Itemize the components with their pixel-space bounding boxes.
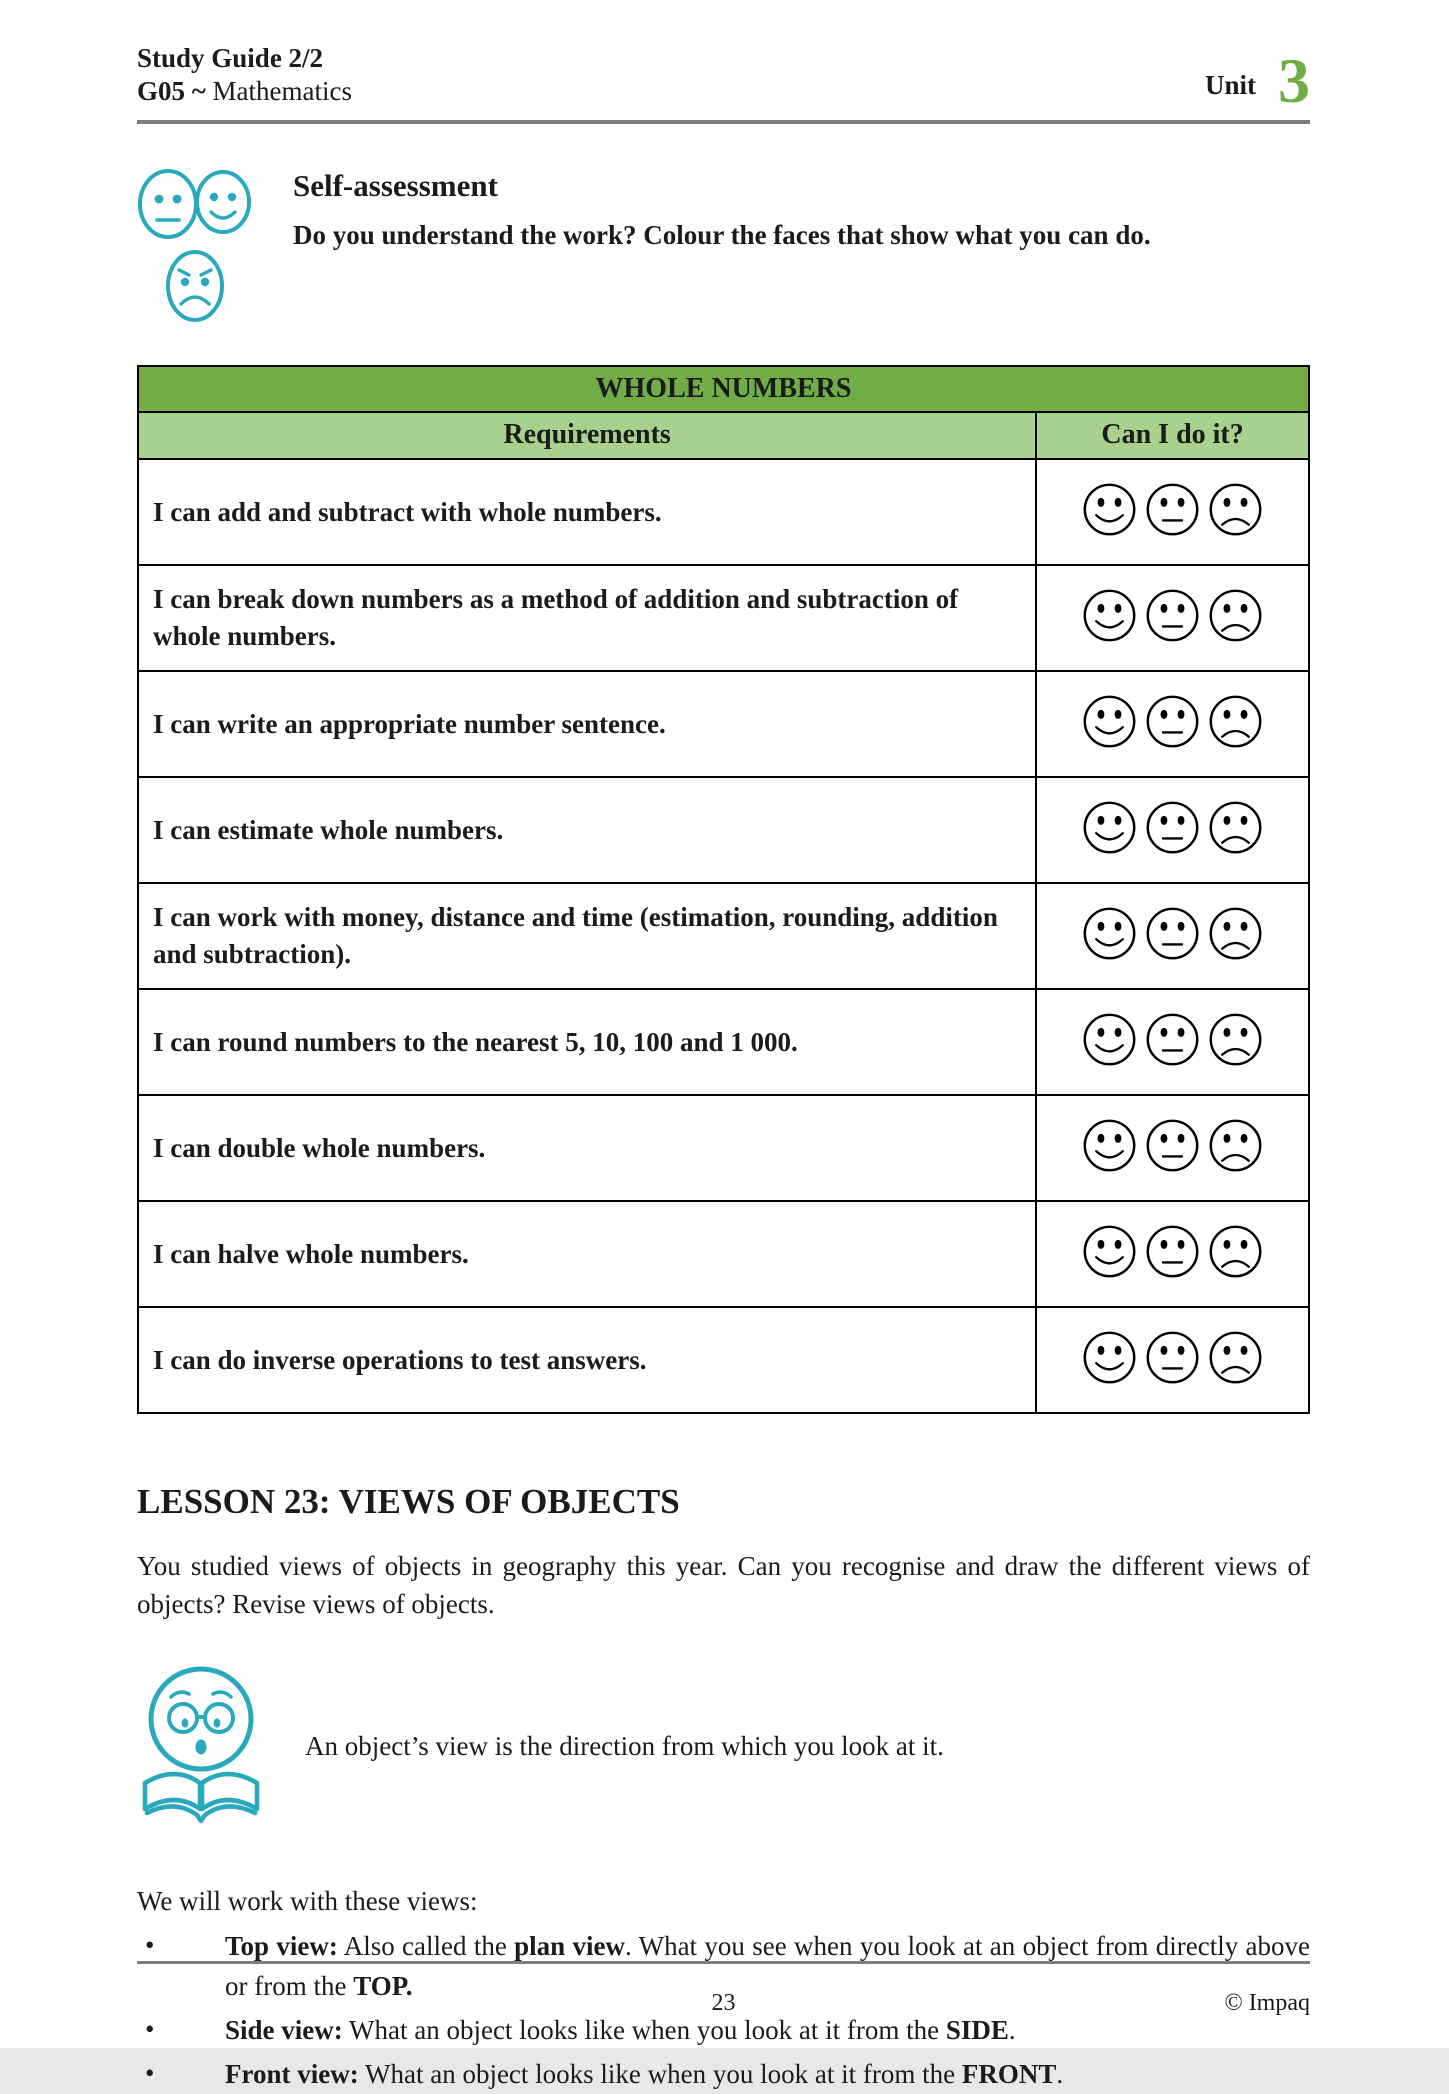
bullet-glyph: • bbox=[145, 2013, 155, 2044]
happy-face-icon[interactable] bbox=[1081, 587, 1138, 644]
happy-face-icon[interactable] bbox=[1081, 1117, 1138, 1174]
happy-face-icon[interactable] bbox=[1081, 905, 1138, 962]
neutral-face-icon[interactable] bbox=[1144, 587, 1201, 644]
sad-face-icon[interactable] bbox=[1207, 799, 1264, 856]
happy-face-icon[interactable] bbox=[1081, 693, 1138, 750]
requirement-text: I can do inverse operations to test answers. bbox=[138, 1307, 1036, 1413]
table-header-row bbox=[138, 412, 1309, 459]
page-number: 23 bbox=[711, 1990, 736, 2016]
neutral-face-icon[interactable] bbox=[1144, 905, 1201, 962]
lesson-title: LESSON 23: VIEWS OF OBJECTS bbox=[137, 1481, 680, 1521]
faces-cell bbox=[1036, 777, 1309, 883]
table-row bbox=[138, 565, 1309, 671]
faces-cell bbox=[1036, 565, 1309, 671]
list-item: • Front view: What an object looks like when you look at it from the FRONT. bbox=[137, 2055, 1310, 2094]
sad-face-icon[interactable] bbox=[1207, 481, 1264, 538]
requirement-text: I can write an appropriate number sentence. bbox=[138, 671, 1036, 777]
copyright: © Impaq bbox=[1224, 1990, 1310, 2016]
lesson-note-text: An object’s view is the direction from which you look at it. bbox=[305, 1731, 944, 1762]
faces-cell bbox=[1036, 1095, 1309, 1201]
lesson-intro: You studied views of objects in geography this year. Can you recognise and draw the different views of objects? Revise views of objects. bbox=[137, 1550, 1310, 1619]
requirement-text: I can add and subtract with whole numbers. bbox=[138, 459, 1036, 565]
sad-face-icon[interactable] bbox=[1207, 1223, 1264, 1280]
unit-block bbox=[1204, 45, 1310, 117]
unit-number: 3 bbox=[1278, 45, 1310, 117]
table-row bbox=[138, 1307, 1309, 1413]
table-title: WHOLE NUMBERS bbox=[138, 366, 1309, 412]
neutral-face-icon[interactable] bbox=[1144, 799, 1201, 856]
list-item: • Side view: What an object looks like when you look at it from the SIDE. bbox=[137, 2011, 1310, 2050]
sad-face-icon[interactable] bbox=[1207, 905, 1264, 962]
sad-face-icon[interactable] bbox=[1207, 1329, 1264, 1386]
table-row bbox=[138, 989, 1309, 1095]
page-footer bbox=[137, 1990, 1310, 2017]
table-row bbox=[138, 883, 1309, 989]
neutral-face-icon[interactable] bbox=[1144, 1117, 1201, 1174]
happy-face-icon[interactable] bbox=[1081, 1223, 1138, 1280]
list-item: • Top view: Also called the plan view. What you see when you look at an object from directly above or from the TOP. bbox=[137, 1927, 1310, 2005]
table-row bbox=[138, 459, 1309, 565]
requirement-text: I can round numbers to the nearest 5, 10, 100 and 1 000. bbox=[138, 989, 1036, 1095]
happy-face-icon[interactable] bbox=[1081, 1011, 1138, 1068]
requirement-text: I can break down numbers as a method of addition and subtraction of whole numbers. bbox=[138, 565, 1036, 671]
requirement-text: I can work with money, distance and time (estimation, rounding, addition and subtraction). bbox=[138, 883, 1036, 989]
sad-face-icon[interactable] bbox=[1207, 1117, 1264, 1174]
course-title: G05 ~ Mathematics bbox=[137, 75, 353, 106]
column-header-requirements: Requirements bbox=[138, 412, 1036, 459]
study-guide-title: Study Guide 2/2 bbox=[137, 43, 324, 73]
self-assessment-title: Self-assessment bbox=[293, 167, 498, 203]
neutral-face-icon[interactable] bbox=[1144, 1223, 1201, 1280]
lesson-note-block bbox=[137, 1663, 1310, 1830]
unit-label: Unit bbox=[1204, 69, 1256, 100]
column-header-can-i-do-it: Can I do it? bbox=[1036, 412, 1309, 459]
sad-face-icon[interactable] bbox=[1207, 1011, 1264, 1068]
table-row bbox=[138, 1201, 1309, 1307]
table-row bbox=[138, 1095, 1309, 1201]
table-title-row bbox=[138, 366, 1309, 412]
happy-face-icon[interactable] bbox=[1081, 799, 1138, 856]
bullet-glyph: • bbox=[145, 1930, 155, 1961]
self-assessment-subtitle: Do you understand the work? Colour the faces that show what you can do. bbox=[293, 219, 1151, 250]
neutral-face-icon[interactable] bbox=[1144, 693, 1201, 750]
happy-face-icon[interactable] bbox=[1081, 481, 1138, 538]
bullet-glyph: • bbox=[145, 2057, 155, 2088]
happy-face-icon[interactable] bbox=[1081, 1329, 1138, 1386]
neutral-face-icon[interactable] bbox=[1144, 1011, 1201, 1068]
faces-cell bbox=[1036, 883, 1309, 989]
faces-cell bbox=[1036, 1201, 1309, 1307]
table-row bbox=[138, 777, 1309, 883]
footer-divider bbox=[137, 1961, 1310, 1964]
neutral-face-icon[interactable] bbox=[1144, 1329, 1201, 1386]
page-header bbox=[137, 42, 1310, 117]
requirement-text: I can halve whole numbers. bbox=[138, 1201, 1036, 1307]
self-assessment-text bbox=[293, 164, 1151, 337]
neutral-face-icon[interactable] bbox=[1144, 481, 1201, 538]
faces-cell bbox=[1036, 671, 1309, 777]
faces-cell bbox=[1036, 459, 1309, 565]
whole-numbers-table bbox=[137, 365, 1310, 1414]
three-faces-icon bbox=[137, 164, 255, 337]
views-intro: We will work with these views: bbox=[137, 1886, 478, 1917]
faces-cell bbox=[1036, 989, 1309, 1095]
reading-teacher-icon bbox=[137, 1663, 265, 1830]
header-title-block bbox=[137, 42, 352, 108]
sad-face-icon[interactable] bbox=[1207, 693, 1264, 750]
sad-face-icon[interactable] bbox=[1207, 587, 1264, 644]
faces-cell bbox=[1036, 1307, 1309, 1413]
header-divider bbox=[137, 120, 1310, 124]
self-assessment-section bbox=[137, 164, 1310, 337]
requirement-text: I can estimate whole numbers. bbox=[138, 777, 1036, 883]
requirement-text: I can double whole numbers. bbox=[138, 1095, 1036, 1201]
table-row bbox=[138, 671, 1309, 777]
